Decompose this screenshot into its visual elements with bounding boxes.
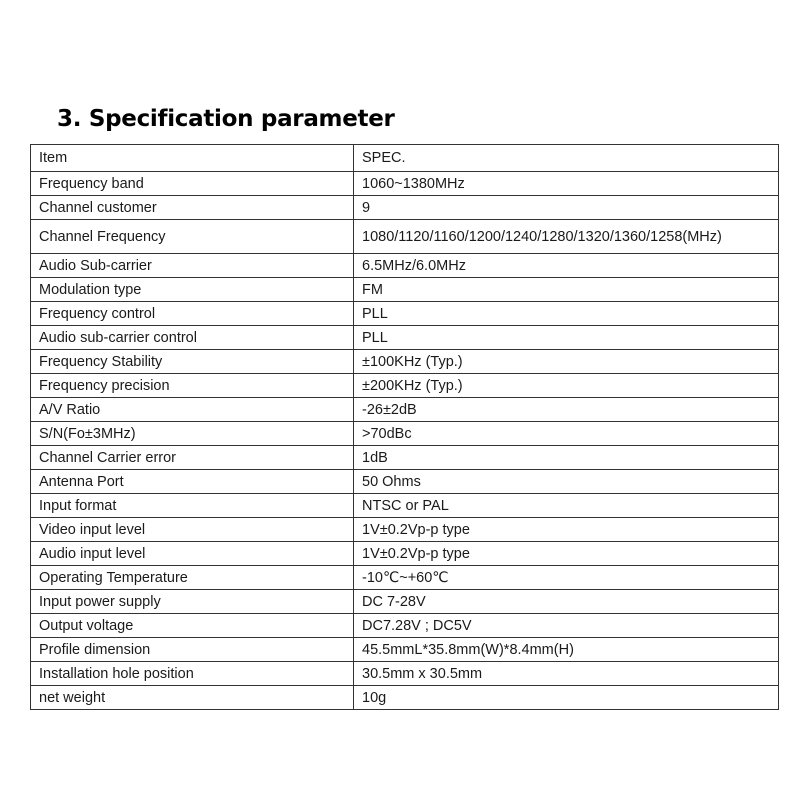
table-row: [31, 278, 779, 302]
row-item: Installation hole position: [31, 662, 354, 686]
row-value: DC 7-28V: [354, 590, 779, 614]
table-row: [31, 302, 779, 326]
row-item: Channel customer: [31, 196, 354, 220]
page-title: 3. Specification parameter: [57, 106, 395, 132]
row-value: 50 Ohms: [354, 470, 779, 494]
row-value: DC7.28V ; DC5V: [354, 614, 779, 638]
row-item: S/N(Fo±3MHz): [31, 422, 354, 446]
row-item: Antenna Port: [31, 470, 354, 494]
table-row: [31, 518, 779, 542]
table-row: [31, 542, 779, 566]
row-item: Frequency Stability: [31, 350, 354, 374]
table-row: [31, 220, 779, 254]
row-item: Channel Frequency: [31, 220, 354, 254]
row-item: A/V Ratio: [31, 398, 354, 422]
row-item: Frequency control: [31, 302, 354, 326]
row-value: >70dBc: [354, 422, 779, 446]
row-item: Profile dimension: [31, 638, 354, 662]
table-row: [31, 494, 779, 518]
row-value: 1060~1380MHz: [354, 172, 779, 196]
row-value: 1V±0.2Vp-p type: [354, 542, 779, 566]
table-row: [31, 662, 779, 686]
row-value: 10g: [354, 686, 779, 710]
row-value: ±100KHz (Typ.): [354, 350, 779, 374]
table-row: [31, 446, 779, 470]
row-item: Audio input level: [31, 542, 354, 566]
row-value: -26±2dB: [354, 398, 779, 422]
row-item: Video input level: [31, 518, 354, 542]
row-item: Output voltage: [31, 614, 354, 638]
table-row: [31, 566, 779, 590]
row-item: Operating Temperature: [31, 566, 354, 590]
table-row: [31, 398, 779, 422]
table-header-row: [31, 145, 779, 172]
table-row: [31, 350, 779, 374]
row-value: 30.5mm x 30.5mm: [354, 662, 779, 686]
table-row: [31, 254, 779, 278]
row-value: NTSC or PAL: [354, 494, 779, 518]
row-value: PLL: [354, 326, 779, 350]
row-item: net weight: [31, 686, 354, 710]
table-row: [31, 172, 779, 196]
header-item: Item: [31, 145, 354, 172]
table-row: [31, 686, 779, 710]
row-item: Audio sub-carrier control: [31, 326, 354, 350]
row-item: Input format: [31, 494, 354, 518]
row-item: Modulation type: [31, 278, 354, 302]
table-row: [31, 374, 779, 398]
row-item: Frequency precision: [31, 374, 354, 398]
row-value: 9: [354, 196, 779, 220]
table-row: [31, 590, 779, 614]
row-item: Channel Carrier error: [31, 446, 354, 470]
header-spec: SPEC.: [354, 145, 779, 172]
row-item: Audio Sub-carrier: [31, 254, 354, 278]
table-row: [31, 638, 779, 662]
row-value: FM: [354, 278, 779, 302]
row-item: Input power supply: [31, 590, 354, 614]
spec-table: [30, 144, 779, 710]
row-value: ±200KHz (Typ.): [354, 374, 779, 398]
row-value: 1080/1120/1160/1200/1240/1280/1320/1360/1258(MHz): [354, 220, 779, 254]
table-row: [31, 196, 779, 220]
row-value: 45.5mmL*35.8mm(W)*8.4mm(H): [354, 638, 779, 662]
table-row: [31, 326, 779, 350]
table-row: [31, 470, 779, 494]
row-value: 1dB: [354, 446, 779, 470]
row-value: PLL: [354, 302, 779, 326]
row-value: 1V±0.2Vp-p type: [354, 518, 779, 542]
table-row: [31, 614, 779, 638]
table-row: [31, 422, 779, 446]
row-value: 6.5MHz/6.0MHz: [354, 254, 779, 278]
row-value: -10℃~+60℃: [354, 566, 779, 590]
row-item: Frequency band: [31, 172, 354, 196]
